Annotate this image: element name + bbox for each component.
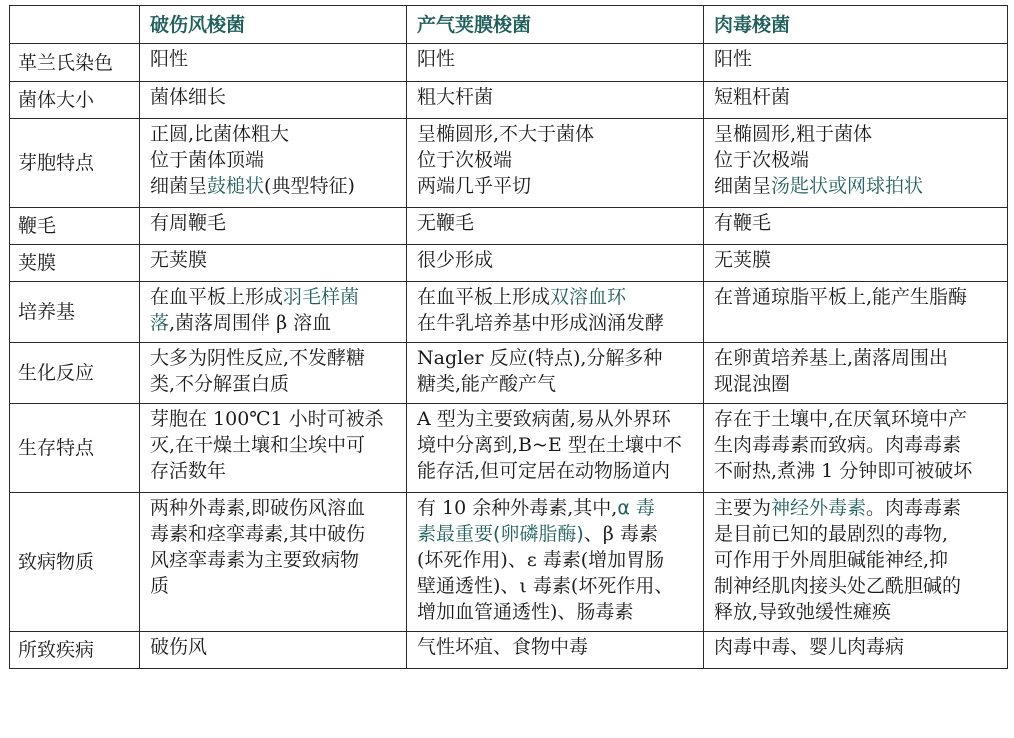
cell-text: 糖类,能产酸产气 [417,373,557,395]
cell-text: 两种外毒素,即破伤风溶血 [150,497,366,519]
cell-text: 芽胞在 100℃1 小时可被杀 [150,408,384,430]
row-label-gram-stain: 革兰氏染色 [10,44,140,82]
cell-text: 呈椭圆形,不大于菌体 [417,123,595,145]
highlighted-term: α 毒 [617,497,655,519]
cell-line [417,521,693,547]
cell-line [150,432,396,458]
cell-diseases-caused-c-perfringens [407,632,704,669]
header-c-tetani: 破伤风梭菌 [140,6,407,44]
row-flagella [10,208,1008,245]
cell-gram-stain-c-tetani [140,44,407,82]
cell-line [150,345,396,371]
cell-line [150,458,396,484]
cell-line [417,634,693,660]
cell-line [714,432,997,458]
cell-text: 风痉挛毒素为主要致病物 [150,549,360,571]
highlighted-term: 双溶血环 [550,286,627,308]
cell-text: 肉毒中毒、婴儿肉毒病 [714,636,905,658]
cell-flagella-c-botulinum [704,208,1008,245]
cell-line [417,406,693,432]
cell-capsule-c-botulinum [704,245,1008,282]
cell-culture-medium-c-tetani [140,282,407,343]
cell-gram-stain-c-botulinum [704,44,1008,82]
cell-line [417,121,693,147]
cell-text: 位于菌体顶端 [150,149,265,171]
cell-cell-size-c-perfringens [407,82,704,119]
cell-line [714,547,997,573]
cell-line [417,458,693,484]
row-label-capsule: 荚膜 [10,245,140,282]
cell-text: (典型特征) [264,175,355,197]
cell-text: 在血平板上形成 [417,286,551,308]
cell-text: 短粗杆菌 [714,86,791,108]
cell-text: Nagler 反应(特点),分解多种 [417,347,663,369]
row-label-biochemical-reaction: 生化反应 [10,343,140,404]
cell-biochemical-reaction-c-botulinum [704,343,1008,404]
cell-text: 气性坏疽、食物中毒 [417,636,589,658]
highlighted-term: 神经外毒素 [771,497,867,519]
cell-line [714,173,997,199]
cell-line [417,547,693,573]
cell-text: 。肉毒毒素 [866,497,962,519]
cell-text: 正圆,比菌体粗大 [150,123,290,145]
cell-line [417,247,693,273]
cell-diseases-caused-c-botulinum [704,632,1008,669]
cell-line [150,121,396,147]
cell-line [150,46,396,72]
highlighted-term: 鼓槌状 [207,175,265,197]
cell-text: 破伤风 [150,636,208,658]
row-label-flagella: 鞭毛 [10,208,140,245]
cell-text: 有 10 余种外毒素,其中, [417,497,618,519]
cell-pathogenic-substances-c-perfringens [407,493,704,632]
cell-line [150,84,396,110]
cell-text: 、β 毒素 [583,523,658,545]
cell-text: 阳性 [150,48,189,70]
cell-cell-size-c-tetani [140,82,407,119]
cell-text: 有周鞭毛 [150,212,227,234]
cell-text: 释放,导致弛缓性瘫痪 [714,601,892,623]
cell-line [417,371,693,397]
cell-biochemical-reaction-c-tetani [140,343,407,404]
cell-text: 在血平板上形成 [150,286,284,308]
cell-line [417,599,693,625]
cell-flagella-c-tetani [140,208,407,245]
cell-flagella-c-perfringens [407,208,704,245]
cell-line [417,84,693,110]
cell-line [714,46,997,72]
table-header-row [10,6,1008,44]
cell-text: 能存活,但可定居在动物肠道内 [417,460,671,482]
cell-survival-features-c-tetani [140,404,407,493]
cell-text: 菌体细长 [150,86,227,108]
cell-text: 存活数年 [150,460,227,482]
cell-line [714,634,997,660]
cell-text: 在卵黄培养基上,菌落周围出 [714,347,949,369]
cell-line [150,547,396,573]
cell-line [714,247,997,273]
cell-culture-medium-c-botulinum [704,282,1008,343]
header-corner [10,6,140,44]
row-capsule [10,245,1008,282]
cell-line [417,173,693,199]
cell-line [417,310,693,336]
highlighted-term: 汤匙状或网球拍状 [771,175,924,197]
cell-line [417,147,693,173]
comparison-table-container [9,5,1007,669]
cell-text: 有鞭毛 [714,212,772,234]
cell-line [150,284,396,310]
cell-line [417,345,693,371]
cell-line [714,406,997,432]
header-c-botulinum: 肉毒梭菌 [704,6,1008,44]
row-label-survival-features: 生存特点 [10,404,140,493]
cell-line [150,173,396,199]
cell-text: 质 [150,575,170,597]
cell-line [714,210,997,236]
highlighted-term: 落 [150,312,170,334]
cell-text: 无荚膜 [714,249,772,271]
cell-line [150,634,396,660]
cell-line [417,573,693,599]
cell-line [150,495,396,521]
row-survival-features [10,404,1008,493]
cell-line [417,495,693,521]
cell-text: 在普通琼脂平板上,能产生脂酶 [714,286,968,308]
cell-pathogenic-substances-c-tetani [140,493,407,632]
cell-spore-features-c-tetani [140,119,407,208]
cell-text: 灭,在干燥土壤和尘埃中可 [150,434,366,456]
row-label-pathogenic-substances: 致病物质 [10,493,140,632]
row-biochemical-reaction [10,343,1008,404]
cell-line [417,210,693,236]
clostridium-comparison-table [9,5,1008,669]
cell-text: 境中分离到,B~E 型在土壤中不 [417,434,682,456]
cell-text: 增加血管通透性)、肠毒素 [417,601,634,623]
highlighted-term: 素最重要(卵磷脂酶) [417,523,584,545]
cell-line [417,284,693,310]
row-diseases-caused [10,632,1008,669]
cell-line [714,521,997,547]
row-culture-medium [10,282,1008,343]
row-label-spore-features: 芽胞特点 [10,119,140,208]
cell-line [714,284,997,310]
cell-line [150,573,396,599]
cell-text: 无鞭毛 [417,212,475,234]
cell-text: 在牛乳培养基中形成汹涌发酵 [417,312,665,334]
cell-text: 毒素和痉挛毒素,其中破伤 [150,523,366,545]
row-label-culture-medium: 培养基 [10,282,140,343]
cell-text: 现混浊圈 [714,373,791,395]
highlighted-term: 羽毛样菌 [283,286,360,308]
cell-line [417,46,693,72]
cell-line [714,495,997,521]
cell-text: 大多为阴性反应,不发酵糖 [150,347,366,369]
cell-survival-features-c-perfringens [407,404,704,493]
row-pathogenic-substances [10,493,1008,632]
cell-line [714,371,997,397]
cell-survival-features-c-botulinum [704,404,1008,493]
cell-line [150,371,396,397]
row-label-diseases-caused: 所致疾病 [10,632,140,669]
cell-text: 可作用于外周胆碱能神经,抑 [714,549,949,571]
cell-text: 很少形成 [417,249,494,271]
cell-text: 阳性 [714,48,753,70]
cell-text: A 型为主要致病菌,易从外界环 [417,408,671,430]
cell-text: (坏死作用)、ε 毒素(增加胃肠 [417,549,665,571]
cell-culture-medium-c-perfringens [407,282,704,343]
cell-text: 位于次极端 [714,149,810,171]
cell-line [150,406,396,432]
cell-capsule-c-tetani [140,245,407,282]
row-gram-stain [10,44,1008,82]
row-spore-features [10,119,1008,208]
cell-text: 位于次极端 [417,149,513,171]
cell-cell-size-c-botulinum [704,82,1008,119]
cell-line [714,573,997,599]
cell-text: 细菌呈 [714,175,772,197]
cell-text: 壁通透性)、ι 毒素(坏死作用、 [417,575,674,597]
row-label-cell-size: 菌体大小 [10,82,140,119]
cell-text: 不耐热,煮沸 1 分钟即可被破坏 [714,460,973,482]
cell-gram-stain-c-perfringens [407,44,704,82]
cell-text: 生肉毒毒素而致病。肉毒毒素 [714,434,962,456]
cell-text: 无荚膜 [150,249,208,271]
cell-text: 呈椭圆形,粗于菌体 [714,123,873,145]
cell-spore-features-c-botulinum [704,119,1008,208]
cell-text: ,菌落周围伴 β 溶血 [169,312,332,334]
cell-text: 阳性 [417,48,456,70]
cell-diseases-caused-c-tetani [140,632,407,669]
cell-line [417,432,693,458]
cell-line [714,121,997,147]
header-c-perfringens: 产气荚膜梭菌 [407,6,704,44]
cell-text: 粗大杆菌 [417,86,494,108]
cell-line [150,310,396,336]
cell-text: 是目前已知的最剧烈的毒物, [714,523,949,545]
cell-biochemical-reaction-c-perfringens [407,343,704,404]
cell-text: 主要为 [714,497,772,519]
cell-text: 两端几乎平切 [417,175,532,197]
cell-line [150,247,396,273]
cell-line [150,521,396,547]
cell-line [150,147,396,173]
cell-text: 类,不分解蛋白质 [150,373,290,395]
cell-line [714,599,997,625]
cell-line [714,84,997,110]
cell-text: 存在于土壤中,在厌氧环境中产 [714,408,968,430]
cell-text: 细菌呈 [150,175,208,197]
cell-text: 制神经肌肉接头处乙酰胆碱的 [714,575,962,597]
cell-capsule-c-perfringens [407,245,704,282]
cell-line [714,345,997,371]
cell-line [714,458,997,484]
cell-line [150,210,396,236]
cell-pathogenic-substances-c-botulinum [704,493,1008,632]
cell-line [714,147,997,173]
row-cell-size [10,82,1008,119]
cell-spore-features-c-perfringens [407,119,704,208]
